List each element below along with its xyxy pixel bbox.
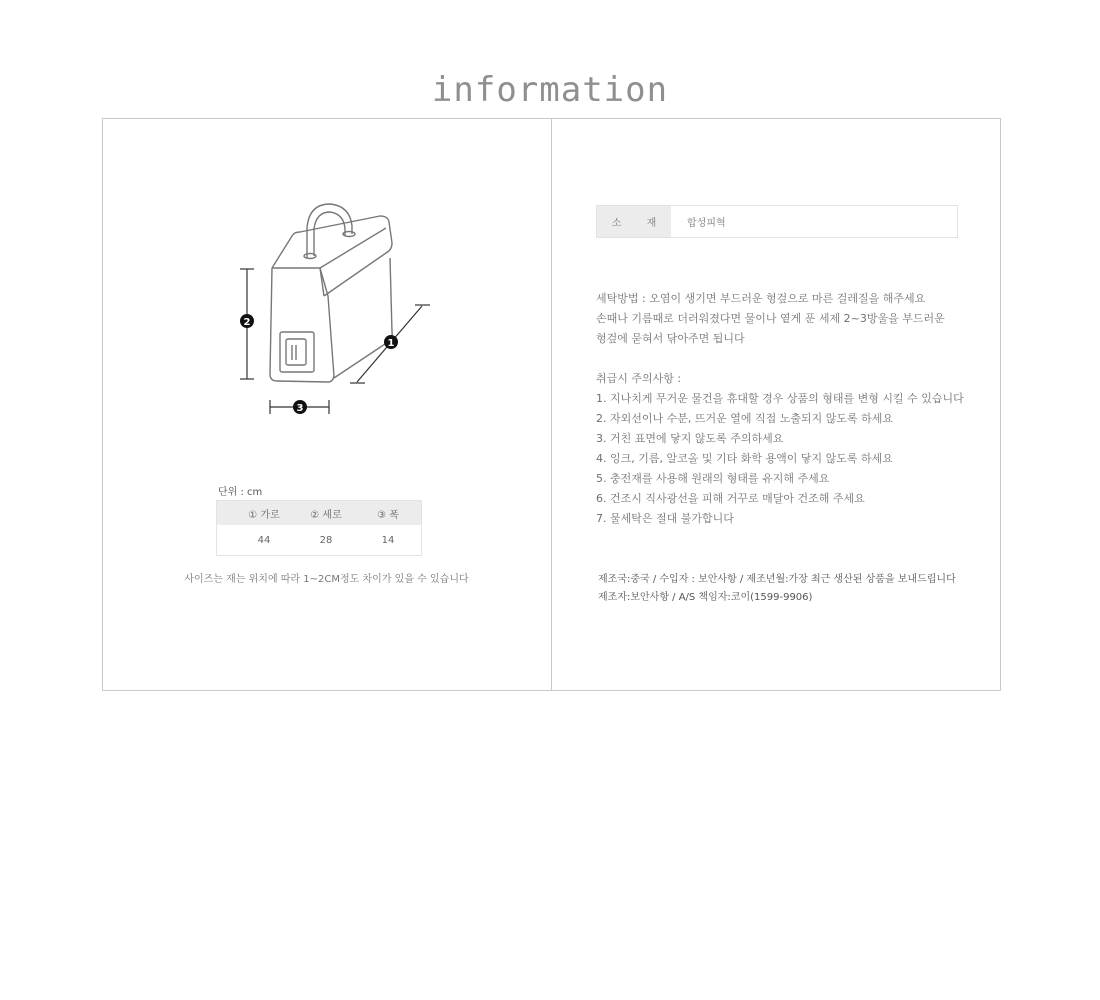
manufacturer-line: 제조국:중국 / 수입자 : 보안사항 / 제조년월:가장 최근 생산된 상품을 보내드립니다 [598, 574, 956, 585]
handling-item: 7. 물세탁은 절대 불가합니다 [596, 512, 734, 525]
handling-item: 1. 지나치게 무거운 물건을 휴대할 경우 상품의 형태를 변형 시킬 수 있습니다 [596, 392, 964, 405]
care-line: 손때나 기름때로 더러워졌다면 물이나 옅게 푼 세제 2~3방울을 부드러운 [596, 312, 945, 325]
handling-item: 3. 거친 표면에 닿지 않도록 주의하세요 [596, 432, 784, 445]
handling-item: 6. 건조시 직사광선을 피해 거꾸로 매달아 건조해 주세요 [596, 492, 865, 505]
size-unit-label: 단위 : cm [218, 487, 263, 498]
dimension-marker-3 [293, 400, 307, 414]
material-value: 합성피혁 [687, 218, 726, 229]
side-face [334, 258, 392, 378]
handling-item: 5. 충전재를 사용해 원래의 형태를 유지해 주세요 [596, 472, 830, 485]
dimension-marker-2 [240, 314, 254, 328]
handle-inner [314, 212, 345, 256]
lock-plate [280, 332, 314, 372]
care-line: 헝겊에 묻혀서 닦아주면 됩니다 [596, 332, 745, 345]
bag-size-diagram [232, 198, 432, 418]
svg-text:3: 3 [296, 403, 304, 414]
center-divider [551, 118, 552, 691]
page-title: information [431, 70, 669, 110]
size-value-width: 44 [257, 534, 271, 546]
manufacturer-info [598, 571, 956, 607]
size-col-depth: ③ 폭 [377, 509, 399, 521]
handling-item: 2. 자외선이나 수분, 뜨거운 열에 직접 노출되지 않도록 하세요 [596, 412, 893, 425]
material-label: 소 재 [597, 206, 671, 237]
size-table-row [217, 525, 421, 555]
lid-ridge [272, 228, 386, 268]
material-box [596, 205, 958, 238]
handling-title: 취급시 주의사항 : [596, 372, 682, 385]
svg-text:2: 2 [243, 317, 251, 328]
size-col-height: ② 세로 [310, 509, 342, 521]
handling-item: 4. 잉크, 기름, 알코올 및 기타 화학 용액이 닿지 않도록 하세요 [596, 452, 893, 465]
size-table-header [217, 501, 421, 525]
care-line: 세탁방법 : 오염이 생기면 부드러운 헝겊으로 마른 걸레질을 해주세요 [596, 292, 926, 305]
lid-outline [272, 216, 392, 296]
size-value-depth: 14 [381, 534, 395, 546]
svg-text:1: 1 [387, 338, 395, 349]
manufacturer-line: 제조자:보안사항 / A/S 책임자:코이(1599-9906) [598, 592, 813, 603]
size-col-width: ① 가로 [248, 509, 280, 521]
care-instructions [596, 289, 964, 529]
size-table [216, 500, 422, 556]
size-note: 사이즈는 재는 위치에 따라 1~2CM정도 차이가 있을 수 있습니다 [184, 574, 469, 585]
dimension-marker-1 [384, 335, 398, 349]
size-value-height: 28 [319, 534, 333, 546]
